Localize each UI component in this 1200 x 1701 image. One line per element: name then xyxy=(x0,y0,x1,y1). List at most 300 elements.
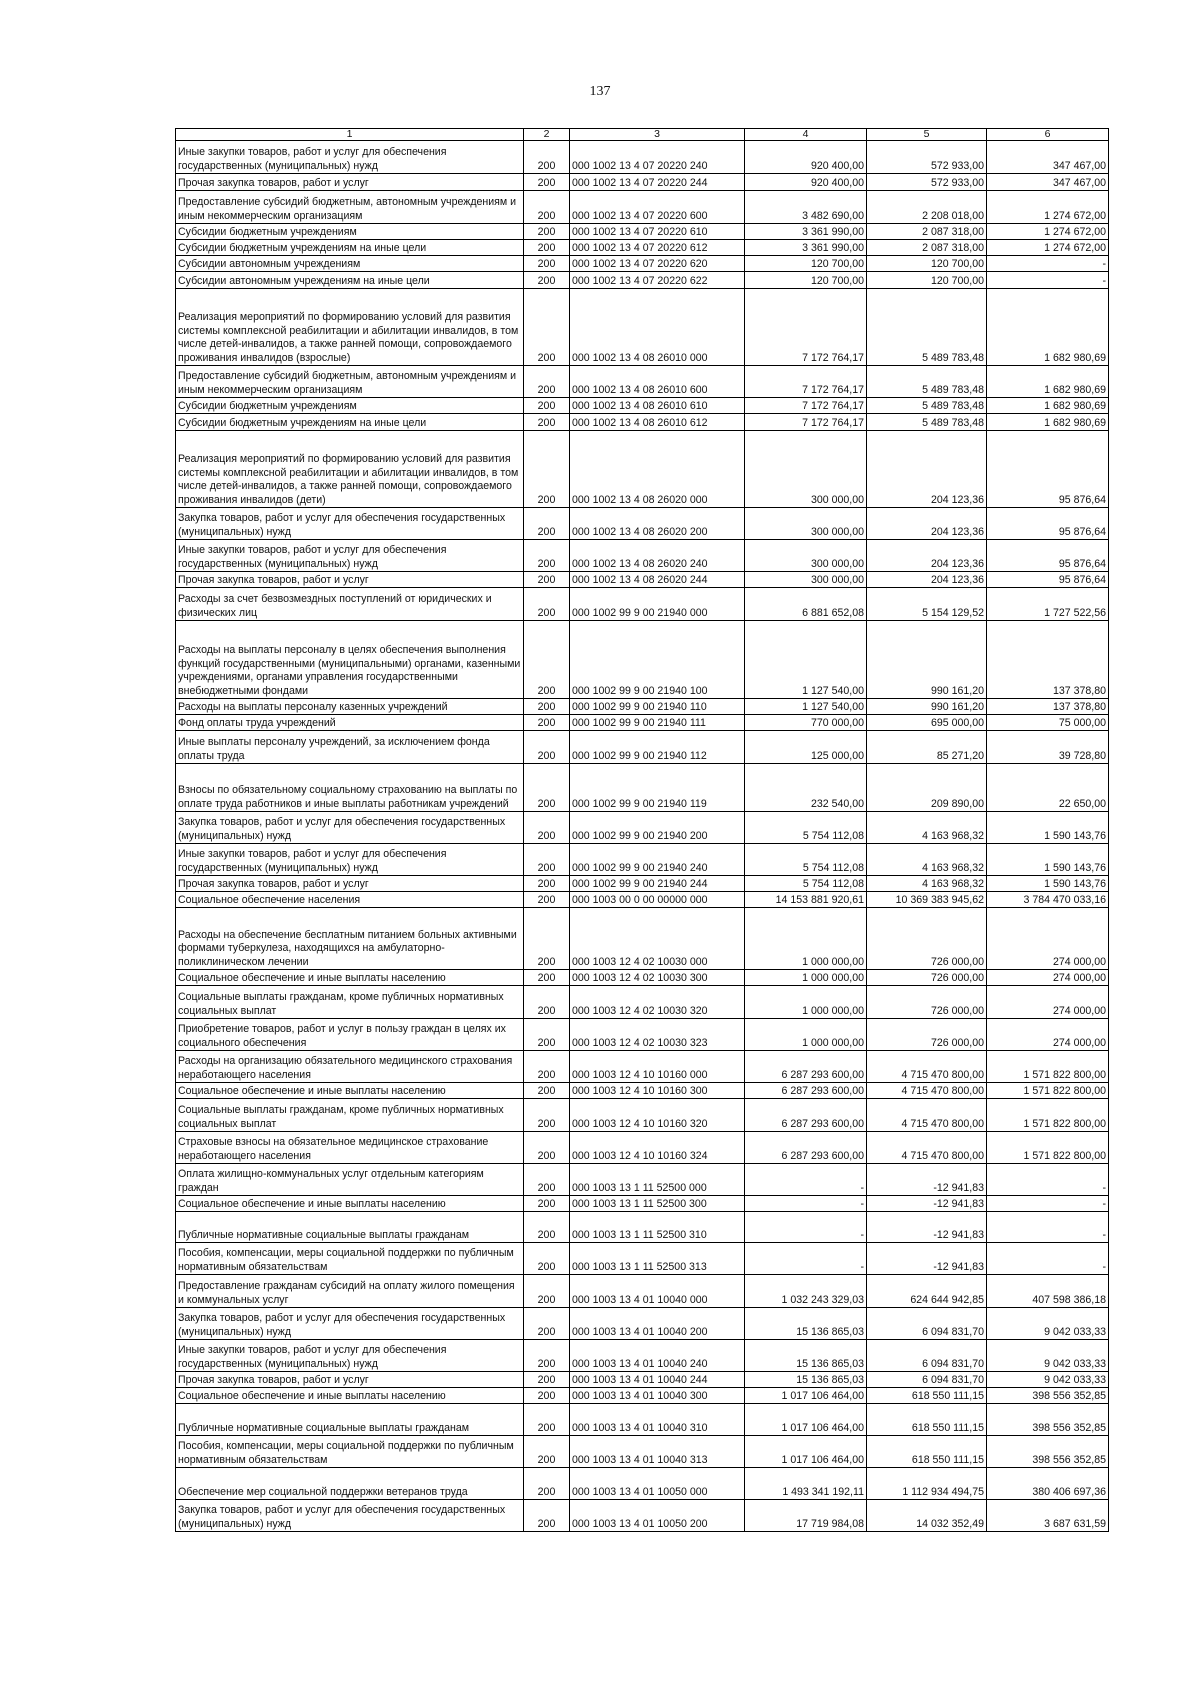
row-col4-cell: 1 000 000,00 xyxy=(745,986,867,1019)
row-col5-cell: 726 000,00 xyxy=(867,908,987,970)
table-row xyxy=(176,1099,1109,1132)
row-col2-cell: 200 xyxy=(524,812,570,844)
row-code-cell: 000 1003 00 0 00 00000 000 xyxy=(570,892,745,908)
row-col2-cell: 200 xyxy=(524,1132,570,1164)
row-col6-cell: - xyxy=(987,256,1109,272)
table-row xyxy=(176,1275,1109,1308)
row-code-cell: 000 1002 13 4 08 26020 200 xyxy=(570,508,745,540)
row-col6-cell: 1 274 672,00 xyxy=(987,240,1109,256)
row-code-cell: 000 1002 99 9 00 21940 240 xyxy=(570,844,745,876)
table-row xyxy=(176,1243,1109,1275)
table-row xyxy=(176,240,1109,256)
row-name-cell: Иные закупки товаров, работ и услуг для обеспечения государственных (муниципальных) нужд xyxy=(176,844,524,876)
row-col2-cell: 200 xyxy=(524,289,570,366)
row-col2-cell: 200 xyxy=(524,1308,570,1340)
row-code-cell: 000 1002 13 4 08 26010 000 xyxy=(570,289,745,366)
row-col5-cell: 4 163 968,32 xyxy=(867,844,987,876)
row-col6-cell: 347 467,00 xyxy=(987,141,1109,174)
row-name-cell: Фонд оплаты труда учреждений xyxy=(176,715,524,731)
table-row xyxy=(176,970,1109,986)
row-col4-cell: 14 153 881 920,61 xyxy=(745,892,867,908)
row-name-cell: Социальное обеспечение и иные выплаты населению xyxy=(176,1083,524,1099)
table-row xyxy=(176,812,1109,844)
row-col4-cell: 1 000 000,00 xyxy=(745,1019,867,1051)
row-col4-cell: 1 493 341 192,11 xyxy=(745,1468,867,1500)
row-code-cell: 000 1002 13 4 08 26010 612 xyxy=(570,414,745,431)
row-col6-cell: 274 000,00 xyxy=(987,908,1109,970)
row-col6-cell: 9 042 033,33 xyxy=(987,1340,1109,1372)
row-col6-cell: 3 687 631,59 xyxy=(987,1500,1109,1532)
row-col2-cell: 200 xyxy=(524,1099,570,1132)
row-code-cell: 000 1003 13 4 01 10040 313 xyxy=(570,1436,745,1468)
row-col4-cell: 7 172 764,17 xyxy=(745,398,867,414)
row-col4-cell: 1 017 106 464,00 xyxy=(745,1388,867,1404)
row-col2-cell: 200 xyxy=(524,141,570,174)
table-row xyxy=(176,764,1109,812)
row-col6-cell: 274 000,00 xyxy=(987,986,1109,1019)
row-col5-cell: 726 000,00 xyxy=(867,986,987,1019)
row-name-cell: Закупка товаров, работ и услуг для обеспечения государственных (муниципальных) нужд xyxy=(176,508,524,540)
row-col5-cell: 618 550 111,15 xyxy=(867,1404,987,1436)
row-col5-cell: 2 087 318,00 xyxy=(867,240,987,256)
row-name-cell: Субсидии автономным учреждениям xyxy=(176,256,524,272)
row-col6-cell: 398 556 352,85 xyxy=(987,1388,1109,1404)
row-col4-cell: 3 482 690,00 xyxy=(745,191,867,224)
table-row xyxy=(176,289,1109,366)
row-col6-cell: - xyxy=(987,272,1109,289)
row-code-cell: 000 1003 12 4 02 10030 000 xyxy=(570,908,745,970)
row-col5-cell: 5 489 783,48 xyxy=(867,289,987,366)
row-col4-cell: 6 881 652,08 xyxy=(745,588,867,621)
row-col5-cell: -12 941,83 xyxy=(867,1212,987,1243)
row-col5-cell: 204 123,36 xyxy=(867,508,987,540)
table-row xyxy=(176,431,1109,508)
row-code-cell: 000 1003 12 4 02 10030 323 xyxy=(570,1019,745,1051)
row-col5-cell: 990 161,20 xyxy=(867,699,987,715)
table-row xyxy=(176,272,1109,289)
row-col5-cell: 624 644 942,85 xyxy=(867,1275,987,1308)
row-col2-cell: 200 xyxy=(524,892,570,908)
row-name-cell: Предоставление субсидий бюджетным, автономным учреждениям и иным некоммерческим организациям xyxy=(176,191,524,224)
table-row xyxy=(176,141,1109,174)
row-col6-cell: 1 727 522,56 xyxy=(987,588,1109,621)
row-col6-cell: - xyxy=(987,1212,1109,1243)
row-col4-cell: - xyxy=(745,1212,867,1243)
row-code-cell: 000 1002 13 4 08 26020 000 xyxy=(570,431,745,508)
row-col2-cell: 200 xyxy=(524,1275,570,1308)
row-code-cell: 000 1003 12 4 10 10160 324 xyxy=(570,1132,745,1164)
table-row xyxy=(176,572,1109,588)
table-row xyxy=(176,398,1109,414)
row-col5-cell: 726 000,00 xyxy=(867,1019,987,1051)
table-row xyxy=(176,191,1109,224)
row-name-cell: Обеспечение мер социальной поддержки ветеранов труда xyxy=(176,1468,524,1500)
table-row xyxy=(176,588,1109,621)
row-col6-cell: 398 556 352,85 xyxy=(987,1436,1109,1468)
row-col5-cell: 1 112 934 494,75 xyxy=(867,1468,987,1500)
row-col2-cell: 200 xyxy=(524,1083,570,1099)
row-name-cell: Пособия, компенсации, меры социальной поддержки по публичным нормативным обязательствам xyxy=(176,1243,524,1275)
row-col6-cell: 1 274 672,00 xyxy=(987,224,1109,240)
row-col6-cell: 398 556 352,85 xyxy=(987,1404,1109,1436)
row-col2-cell: 200 xyxy=(524,764,570,812)
row-name-cell: Предоставление субсидий бюджетным, автономным учреждениям и иным некоммерческим организациям xyxy=(176,366,524,398)
row-col4-cell: 17 719 984,08 xyxy=(745,1500,867,1532)
row-col4-cell: - xyxy=(745,1243,867,1275)
row-col6-cell: - xyxy=(987,1164,1109,1196)
row-col2-cell: 200 xyxy=(524,240,570,256)
row-col5-cell: 2 208 018,00 xyxy=(867,191,987,224)
row-name-cell: Приобретение товаров, работ и услуг в пользу граждан в целях их социального обеспечения xyxy=(176,1019,524,1051)
row-name-cell: Социальное обеспечение и иные выплаты населению xyxy=(176,1388,524,1404)
row-col2-cell: 200 xyxy=(524,431,570,508)
row-col5-cell: 204 123,36 xyxy=(867,431,987,508)
row-col5-cell: 209 890,00 xyxy=(867,764,987,812)
table-row xyxy=(176,844,1109,876)
row-col4-cell: 125 000,00 xyxy=(745,731,867,764)
row-col5-cell: 204 123,36 xyxy=(867,572,987,588)
row-col4-cell: 15 136 865,03 xyxy=(745,1308,867,1340)
row-name-cell: Страховые взносы на обязательное медицинское страхование неработающего населения xyxy=(176,1132,524,1164)
table-row xyxy=(176,1404,1109,1436)
table-header-row xyxy=(176,129,1109,141)
row-col6-cell: 95 876,64 xyxy=(987,572,1109,588)
table-row xyxy=(176,414,1109,431)
row-code-cell: 000 1002 99 9 00 21940 000 xyxy=(570,588,745,621)
row-code-cell: 000 1003 13 4 01 10040 310 xyxy=(570,1404,745,1436)
row-code-cell: 000 1003 12 4 02 10030 320 xyxy=(570,986,745,1019)
row-name-cell: Субсидии бюджетным учреждениям xyxy=(176,224,524,240)
row-code-cell: 000 1002 13 4 07 20220 612 xyxy=(570,240,745,256)
row-col6-cell: 1 682 980,69 xyxy=(987,289,1109,366)
row-col5-cell: 10 369 383 945,62 xyxy=(867,892,987,908)
row-col2-cell: 200 xyxy=(524,876,570,892)
row-col4-cell: 1 032 243 329,03 xyxy=(745,1275,867,1308)
column-header: 6 xyxy=(987,129,1109,141)
row-code-cell: 000 1003 13 1 11 52500 000 xyxy=(570,1164,745,1196)
row-col4-cell: 120 700,00 xyxy=(745,256,867,272)
row-code-cell: 000 1003 13 4 01 10040 244 xyxy=(570,1372,745,1388)
row-name-cell: Прочая закупка товаров, работ и услуг xyxy=(176,876,524,892)
row-col4-cell: 7 172 764,17 xyxy=(745,414,867,431)
row-col5-cell: 5 154 129,52 xyxy=(867,588,987,621)
table-row xyxy=(176,508,1109,540)
table-row xyxy=(176,1132,1109,1164)
table-row xyxy=(176,256,1109,272)
row-code-cell: 000 1002 13 4 07 20220 620 xyxy=(570,256,745,272)
row-code-cell: 000 1002 13 4 07 20220 240 xyxy=(570,141,745,174)
row-col2-cell: 200 xyxy=(524,1019,570,1051)
row-col2-cell: 200 xyxy=(524,1051,570,1083)
row-name-cell: Оплата жилищно-коммунальных услуг отдельным категориям граждан xyxy=(176,1164,524,1196)
row-col5-cell: 204 123,36 xyxy=(867,540,987,572)
row-code-cell: 000 1002 99 9 00 21940 200 xyxy=(570,812,745,844)
row-col4-cell: 5 754 112,08 xyxy=(745,844,867,876)
row-col2-cell: 200 xyxy=(524,621,570,699)
row-name-cell: Социальное обеспечение и иные выплаты населению xyxy=(176,1196,524,1212)
table-row xyxy=(176,174,1109,191)
row-col6-cell: 39 728,80 xyxy=(987,731,1109,764)
row-col6-cell: 95 876,64 xyxy=(987,540,1109,572)
row-col4-cell: - xyxy=(745,1164,867,1196)
row-col4-cell: 300 000,00 xyxy=(745,540,867,572)
table-row xyxy=(176,1212,1109,1243)
row-code-cell: 000 1002 99 9 00 21940 110 xyxy=(570,699,745,715)
row-col4-cell: 7 172 764,17 xyxy=(745,366,867,398)
row-code-cell: 000 1003 12 4 10 10160 300 xyxy=(570,1083,745,1099)
row-name-cell: Субсидии бюджетным учреждениям на иные цели xyxy=(176,240,524,256)
row-col4-cell: 770 000,00 xyxy=(745,715,867,731)
row-col6-cell: 22 650,00 xyxy=(987,764,1109,812)
row-col2-cell: 200 xyxy=(524,1212,570,1243)
row-name-cell: Расходы за счет безвозмездных поступлений от юридических и физических лиц xyxy=(176,588,524,621)
row-col6-cell: 347 467,00 xyxy=(987,174,1109,191)
row-col6-cell: 9 042 033,33 xyxy=(987,1372,1109,1388)
row-code-cell: 000 1002 99 9 00 21940 112 xyxy=(570,731,745,764)
row-col6-cell: - xyxy=(987,1243,1109,1275)
table-row xyxy=(176,876,1109,892)
table-row xyxy=(176,986,1109,1019)
row-col2-cell: 200 xyxy=(524,1388,570,1404)
page-number: 137 xyxy=(589,84,611,99)
column-header: 3 xyxy=(570,129,745,141)
row-col2-cell: 200 xyxy=(524,986,570,1019)
row-col5-cell: 990 161,20 xyxy=(867,621,987,699)
row-name-cell: Иные закупки товаров, работ и услуг для обеспечения государственных (муниципальных) нужд xyxy=(176,540,524,572)
row-name-cell: Расходы на организацию обязательного медицинского страхования неработающего населения xyxy=(176,1051,524,1083)
row-col4-cell: 6 287 293 600,00 xyxy=(745,1083,867,1099)
column-header: 4 xyxy=(745,129,867,141)
row-col4-cell: 920 400,00 xyxy=(745,141,867,174)
row-col5-cell: 4 715 470 800,00 xyxy=(867,1083,987,1099)
row-name-cell: Пособия, компенсации, меры социальной поддержки по публичным нормативным обязательствам xyxy=(176,1436,524,1468)
table-row xyxy=(176,621,1109,699)
row-col2-cell: 200 xyxy=(524,699,570,715)
row-code-cell: 000 1002 99 9 00 21940 119 xyxy=(570,764,745,812)
row-name-cell: Субсидии бюджетным учреждениям на иные цели xyxy=(176,414,524,431)
row-col5-cell: -12 941,83 xyxy=(867,1196,987,1212)
row-name-cell: Социальные выплаты гражданам, кроме публичных нормативных социальных выплат xyxy=(176,1099,524,1132)
row-code-cell: 000 1003 12 4 10 10160 320 xyxy=(570,1099,745,1132)
row-col2-cell: 200 xyxy=(524,272,570,289)
row-col2-cell: 200 xyxy=(524,572,570,588)
table-row xyxy=(176,1436,1109,1468)
row-code-cell: 000 1002 13 4 07 20220 244 xyxy=(570,174,745,191)
column-header: 5 xyxy=(867,129,987,141)
table-body xyxy=(176,141,1109,1532)
row-col5-cell: 85 271,20 xyxy=(867,731,987,764)
row-code-cell: 000 1002 13 4 07 20220 622 xyxy=(570,272,745,289)
table-row xyxy=(176,731,1109,764)
table-row xyxy=(176,1372,1109,1388)
row-col2-cell: 200 xyxy=(524,731,570,764)
row-col6-cell: 1 682 980,69 xyxy=(987,398,1109,414)
row-code-cell: 000 1002 13 4 08 26020 240 xyxy=(570,540,745,572)
row-col2-cell: 200 xyxy=(524,715,570,731)
row-name-cell: Социальное обеспечение и иные выплаты населению xyxy=(176,970,524,986)
row-name-cell: Закупка товаров, работ и услуг для обеспечения государственных (муниципальных) нужд xyxy=(176,1500,524,1532)
table-row xyxy=(176,1051,1109,1083)
row-col4-cell: 1 017 106 464,00 xyxy=(745,1404,867,1436)
row-col6-cell: 3 784 470 033,16 xyxy=(987,892,1109,908)
row-col2-cell: 200 xyxy=(524,508,570,540)
row-col2-cell: 200 xyxy=(524,398,570,414)
row-col5-cell: 6 094 831,70 xyxy=(867,1372,987,1388)
row-col2-cell: 200 xyxy=(524,1372,570,1388)
row-col2-cell: 200 xyxy=(524,1164,570,1196)
row-col2-cell: 200 xyxy=(524,970,570,986)
row-col2-cell: 200 xyxy=(524,1468,570,1500)
row-col4-cell: 6 287 293 600,00 xyxy=(745,1132,867,1164)
row-code-cell: 000 1003 13 4 01 10040 300 xyxy=(570,1388,745,1404)
row-col6-cell: 1 682 980,69 xyxy=(987,366,1109,398)
row-col5-cell: 120 700,00 xyxy=(867,256,987,272)
row-name-cell: Социальные выплаты гражданам, кроме публичных нормативных социальных выплат xyxy=(176,986,524,1019)
row-col2-cell: 200 xyxy=(524,191,570,224)
row-col5-cell: 4 715 470 800,00 xyxy=(867,1051,987,1083)
row-col6-cell: 1 571 822 800,00 xyxy=(987,1051,1109,1083)
row-col4-cell: 300 000,00 xyxy=(745,572,867,588)
table-row xyxy=(176,1468,1109,1500)
row-col5-cell: 14 032 352,49 xyxy=(867,1500,987,1532)
row-col2-cell: 200 xyxy=(524,908,570,970)
row-col5-cell: -12 941,83 xyxy=(867,1164,987,1196)
row-col6-cell: 1 571 822 800,00 xyxy=(987,1132,1109,1164)
table-row xyxy=(176,1500,1109,1532)
column-header: 1 xyxy=(176,129,524,141)
row-name-cell: Расходы на выплаты персоналу в целях обеспечения выполнения функций государственными (муниципальными) органами, казенными учреждениями, органами управления государственными внебюджетными фондами xyxy=(176,621,524,699)
row-col5-cell: 4 163 968,32 xyxy=(867,812,987,844)
row-col5-cell: 572 933,00 xyxy=(867,174,987,191)
row-col5-cell: 2 087 318,00 xyxy=(867,224,987,240)
row-col6-cell: 95 876,64 xyxy=(987,508,1109,540)
row-name-cell: Реализация мероприятий по формированию условий для развития системы комплексной реабилитации и абилитации инвалидов, в том числе детей-инвалидов, а также ранней помощи, сопровождаемого проживания инвалидов (дети) xyxy=(176,431,524,508)
row-col4-cell: 15 136 865,03 xyxy=(745,1340,867,1372)
row-col6-cell: 1 590 143,76 xyxy=(987,812,1109,844)
row-col4-cell: 3 361 990,00 xyxy=(745,224,867,240)
table-row xyxy=(176,715,1109,731)
row-col4-cell: 3 361 990,00 xyxy=(745,240,867,256)
row-name-cell: Взносы по обязательному социальному страхованию на выплаты по оплате труда работников и иные выплаты работникам учреждений xyxy=(176,764,524,812)
row-col5-cell: 4 715 470 800,00 xyxy=(867,1132,987,1164)
row-code-cell: 000 1003 12 4 02 10030 300 xyxy=(570,970,745,986)
row-code-cell: 000 1003 13 1 11 52500 300 xyxy=(570,1196,745,1212)
row-col4-cell: 5 754 112,08 xyxy=(745,812,867,844)
row-code-cell: 000 1002 99 9 00 21940 100 xyxy=(570,621,745,699)
row-name-cell: Субсидии бюджетным учреждениям xyxy=(176,398,524,414)
row-col2-cell: 200 xyxy=(524,1404,570,1436)
row-col2-cell: 200 xyxy=(524,588,570,621)
row-col6-cell: 9 042 033,33 xyxy=(987,1308,1109,1340)
row-col5-cell: 618 550 111,15 xyxy=(867,1388,987,1404)
table-row xyxy=(176,1019,1109,1051)
row-name-cell: Предоставление гражданам субсидий на оплату жилого помещения и коммунальных услуг xyxy=(176,1275,524,1308)
row-code-cell: 000 1002 13 4 08 26020 244 xyxy=(570,572,745,588)
row-name-cell: Расходы на выплаты персоналу казенных учреждений xyxy=(176,699,524,715)
row-col4-cell: 920 400,00 xyxy=(745,174,867,191)
row-col2-cell: 200 xyxy=(524,540,570,572)
table-row xyxy=(176,1164,1109,1196)
table-row xyxy=(176,1083,1109,1099)
row-name-cell: Прочая закупка товаров, работ и услуг xyxy=(176,174,524,191)
table-row xyxy=(176,540,1109,572)
row-col4-cell: 300 000,00 xyxy=(745,431,867,508)
table-row xyxy=(176,1388,1109,1404)
table-row xyxy=(176,1196,1109,1212)
row-col5-cell: 4 715 470 800,00 xyxy=(867,1099,987,1132)
row-col5-cell: 6 094 831,70 xyxy=(867,1308,987,1340)
column-header: 2 xyxy=(524,129,570,141)
row-code-cell: 000 1003 13 4 01 10040 200 xyxy=(570,1308,745,1340)
row-col6-cell: 1 590 143,76 xyxy=(987,844,1109,876)
row-name-cell: Прочая закупка товаров, работ и услуг xyxy=(176,572,524,588)
row-col2-cell: 200 xyxy=(524,174,570,191)
row-col4-cell: 7 172 764,17 xyxy=(745,289,867,366)
row-col6-cell: 274 000,00 xyxy=(987,1019,1109,1051)
row-col4-cell: 6 287 293 600,00 xyxy=(745,1051,867,1083)
table-row xyxy=(176,892,1109,908)
row-col5-cell: 5 489 783,48 xyxy=(867,366,987,398)
row-code-cell: 000 1002 13 4 07 20220 600 xyxy=(570,191,745,224)
budget-table xyxy=(175,128,1109,1532)
row-col6-cell: 137 378,80 xyxy=(987,621,1109,699)
row-col4-cell: 300 000,00 xyxy=(745,508,867,540)
row-col2-cell: 200 xyxy=(524,1196,570,1212)
row-name-cell: Социальное обеспечение населения xyxy=(176,892,524,908)
row-col5-cell: 120 700,00 xyxy=(867,272,987,289)
row-col6-cell: 380 406 697,36 xyxy=(987,1468,1109,1500)
row-col4-cell: 6 287 293 600,00 xyxy=(745,1099,867,1132)
row-col2-cell: 200 xyxy=(524,256,570,272)
row-col5-cell: 4 163 968,32 xyxy=(867,876,987,892)
row-code-cell: 000 1003 13 1 11 52500 310 xyxy=(570,1212,745,1243)
row-col5-cell: 5 489 783,48 xyxy=(867,414,987,431)
row-name-cell: Иные выплаты персоналу учреждений, за исключением фонда оплаты труда xyxy=(176,731,524,764)
row-col6-cell: 1 274 672,00 xyxy=(987,191,1109,224)
table-row xyxy=(176,1308,1109,1340)
row-code-cell: 000 1002 99 9 00 21940 244 xyxy=(570,876,745,892)
row-col4-cell: - xyxy=(745,1196,867,1212)
row-code-cell: 000 1003 13 4 01 10050 200 xyxy=(570,1500,745,1532)
row-col5-cell: 572 933,00 xyxy=(867,141,987,174)
row-col6-cell: 1 571 822 800,00 xyxy=(987,1083,1109,1099)
row-col5-cell: 695 000,00 xyxy=(867,715,987,731)
row-col4-cell: 1 127 540,00 xyxy=(745,621,867,699)
row-col2-cell: 200 xyxy=(524,224,570,240)
row-col6-cell: - xyxy=(987,1196,1109,1212)
table-row xyxy=(176,1340,1109,1372)
row-code-cell: 000 1002 13 4 08 26010 610 xyxy=(570,398,745,414)
table-row xyxy=(176,699,1109,715)
row-code-cell: 000 1002 13 4 08 26010 600 xyxy=(570,366,745,398)
row-code-cell: 000 1003 13 1 11 52500 313 xyxy=(570,1243,745,1275)
row-name-cell: Иные закупки товаров, работ и услуг для обеспечения государственных (муниципальных) нужд xyxy=(176,141,524,174)
row-col6-cell: 95 876,64 xyxy=(987,431,1109,508)
row-name-cell: Закупка товаров, работ и услуг для обеспечения государственных (муниципальных) нужд xyxy=(176,1308,524,1340)
row-code-cell: 000 1002 13 4 07 20220 610 xyxy=(570,224,745,240)
row-col6-cell: 1 571 822 800,00 xyxy=(987,1099,1109,1132)
row-col2-cell: 200 xyxy=(524,844,570,876)
row-code-cell: 000 1003 13 4 01 10040 240 xyxy=(570,1340,745,1372)
row-col6-cell: 75 000,00 xyxy=(987,715,1109,731)
row-name-cell: Публичные нормативные социальные выплаты гражданам xyxy=(176,1404,524,1436)
row-col5-cell: 5 489 783,48 xyxy=(867,398,987,414)
row-col4-cell: 15 136 865,03 xyxy=(745,1372,867,1388)
row-col6-cell: 1 682 980,69 xyxy=(987,414,1109,431)
row-col2-cell: 200 xyxy=(524,1436,570,1468)
row-name-cell: Субсидии автономным учреждениям на иные цели xyxy=(176,272,524,289)
row-name-cell: Реализация мероприятий по формированию условий для развития системы комплексной реабилитации и абилитации инвалидов, в том числе детей-инвалидов, а также ранней помощи, сопровождаемого проживания инвалидов (взрослые) xyxy=(176,289,524,366)
